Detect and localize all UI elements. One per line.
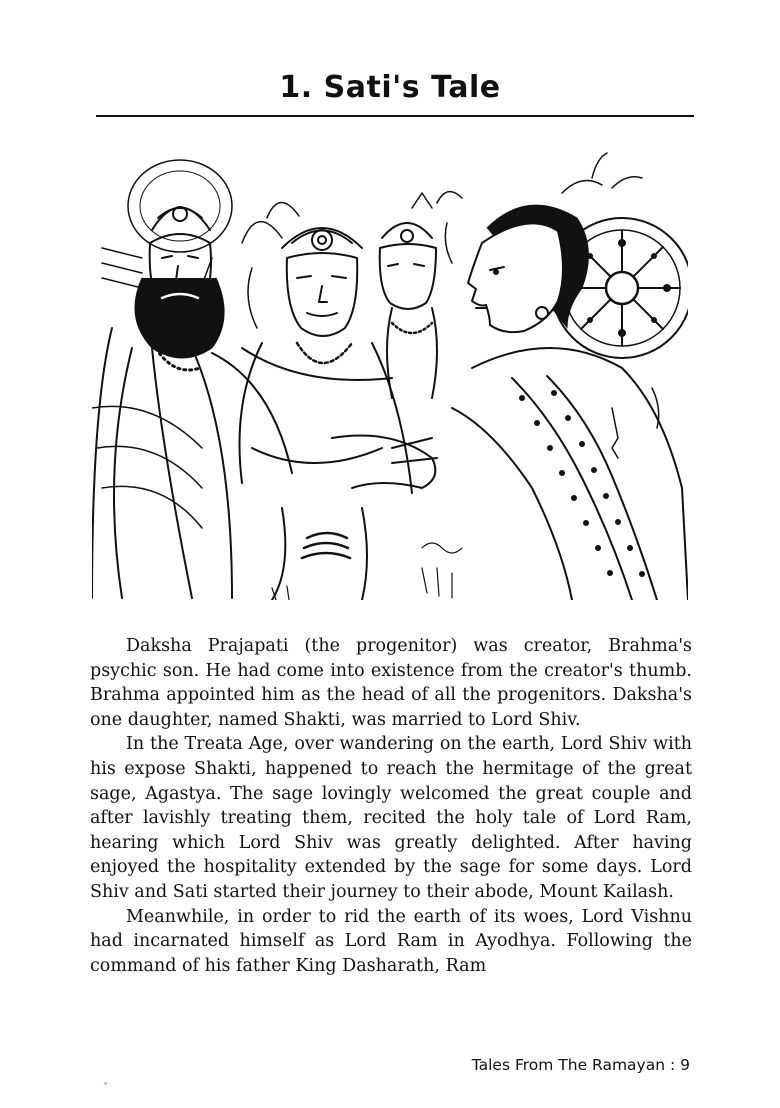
body-text	[90, 634, 692, 978]
bearded-figure	[92, 160, 292, 598]
page-footer: Tales From The Ramayan : 9	[471, 1056, 690, 1074]
paragraph-1: Daksha Prajapati (the progenitor) was creator, Brahma's psychic son. He had come into existence from the creator's thumb. Brahma appointed him as the head of all the progenitors. Daksha's one daughter, named Shakti, was married to Lord Shiv.	[90, 636, 692, 730]
title-divider	[96, 115, 694, 117]
page-title: 1. Sati's Tale	[279, 70, 501, 105]
woman-figure	[452, 153, 688, 600]
print-speck	[104, 1082, 107, 1085]
line-art-illustration	[92, 148, 688, 600]
prince-figure	[240, 228, 438, 600]
third-figure	[380, 223, 437, 398]
paragraph-3: Meanwhile, in order to rid the earth of its woes, Lord Vishnu had incarnated himself as Lord Ram in Ayodhya. Following the command of his father King Dasharath, Ram	[90, 906, 692, 976]
paragraph-2: In the Treata Age, over wandering on the earth, Lord Shiv with his expose Shakti, happened to reach the hermitage of the great sage, Agastya. The sage lovingly welcomed the great couple and after lavishly treating them, recited the holy tale of Lord Ram, hearing which Lord Shiv was greatly delighted. After having enjoyed the hospitality extended by the sage for some days. Lord Shiv and Sati started their journey to their abode, Mount Kailash.	[90, 734, 692, 902]
